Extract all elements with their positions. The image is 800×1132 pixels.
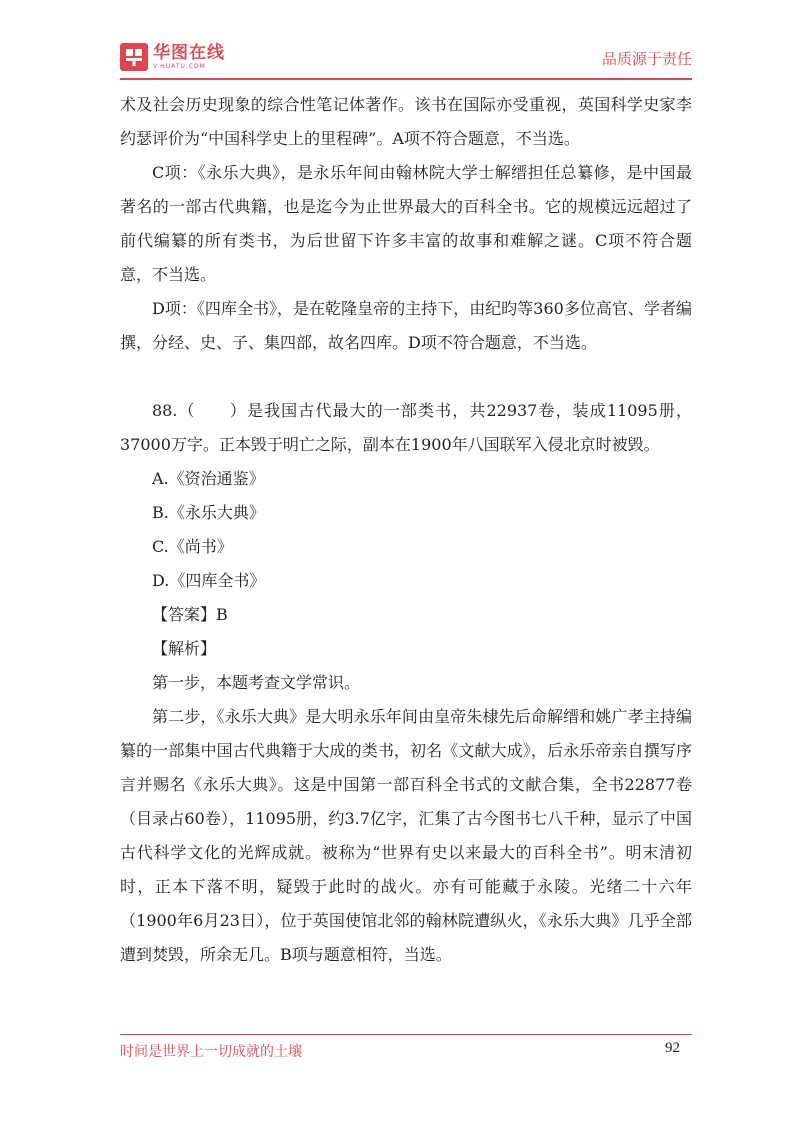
header-slogan: 品质源于责任 xyxy=(601,50,692,68)
logo-url: V.HUATU.COM xyxy=(153,62,206,70)
question-88: 88.（ ）是我国古代最大的一部类书，共22937卷，装成11095册，37000万字。正本毁于明亡之际，副本在1900年八国联军入侵北京时被毁。 xyxy=(120,401,692,454)
answer: 【答案】B xyxy=(152,605,228,624)
paragraph-d-explanation: D项：《四库全书》，是在乾隆皇帝的主持下，由纪昀等360多位高官、学者编撰，分经、史、子、集四部，故名四库。D项不符合题意，不当选。 xyxy=(120,299,692,352)
header-divider xyxy=(120,78,692,80)
analysis-step-2: 第二步，《永乐大典》是大明永乐年间由皇帝朱棣先后命解缙和姚广孝主持编纂的一部集中国古代典籍于大成的类书，初名《文献大成》，后永乐帝亲自撰写序言并赐名《永乐大典》。这是中国第一部百科全书式的文献合集，全书22877卷（目录占60卷），11095册，约3.7亿字，汇集了古今图书七八千种，显示了中国古代科学文化的光辉成就。被称为“世界有史以来最大的百科全书”。明末清初时，正本下落不明，疑毁于此时的战火。亦有可能藏于永陵。光绪二十六年（1900年6月23日），位于英国使馆北邻的翰林院遭纵火，《永乐大典》几乎全部遭到焚毁，所余无几。B项与题意相符，当选。 xyxy=(120,707,692,964)
page-number: 92 xyxy=(665,1040,680,1056)
option-d: D.《四库全书》 xyxy=(152,571,266,590)
option-c: C.《尚书》 xyxy=(152,537,233,556)
option-b: B.《永乐大典》 xyxy=(152,503,265,522)
brand-logo xyxy=(120,42,225,72)
document-body xyxy=(120,88,692,972)
paragraph-c-explanation: C项：《永乐大典》，是永乐年间由翰林院大学士解缙担任总纂修，是中国最著名的一部古代典籍，也是迄今为止世界最大的百科全书。它的规模远远超过了前代编纂的所有类书，为后世留下许多丰富的故事和难解之谜。C项不符合题意，不当选。 xyxy=(120,163,692,284)
option-a: A.《资治通鉴》 xyxy=(152,469,265,488)
logo-name: 华图在线 xyxy=(153,42,225,63)
footer-divider xyxy=(120,1034,692,1035)
logo-mark-icon xyxy=(120,43,148,71)
analysis-step-1: 第一步，本题考查文学常识。 xyxy=(152,673,361,692)
paragraph-a-explanation: 术及社会历史现象的综合性笔记体著作。该书在国际亦受重视，英国科学史家李约瑟评价为“中国科学史上的里程碑”。A项不符合题意，不当选。 xyxy=(120,95,692,148)
analysis-label: 【解析】 xyxy=(152,639,217,658)
footer-slogan: 时间是世界上一切成就的土壤 xyxy=(120,1044,302,1060)
page-header xyxy=(120,40,692,76)
